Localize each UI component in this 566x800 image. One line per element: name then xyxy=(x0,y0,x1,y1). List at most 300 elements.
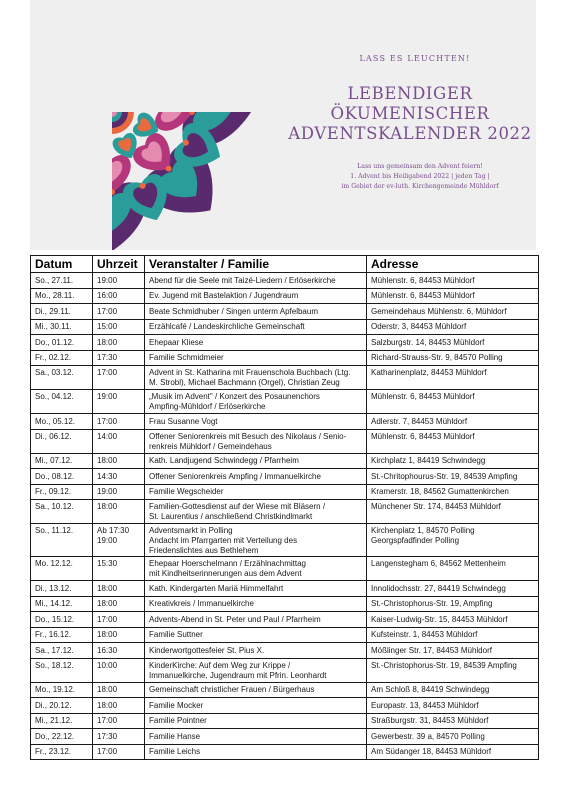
title-line: ADVENTSKALENDER 2022 xyxy=(288,124,532,143)
mandala-petal xyxy=(30,131,43,163)
cell-date xyxy=(31,658,93,682)
cell-host xyxy=(145,612,367,628)
mandala-petal xyxy=(61,11,93,43)
mandala-petal xyxy=(138,0,235,86)
cell-date xyxy=(31,500,93,524)
cell-date-text: So., 11.12. xyxy=(35,526,74,535)
cell-host-line: renkreis Mühldorf / Gemeindehaus xyxy=(149,441,272,451)
cell-date-text: Sa., 17.12. xyxy=(35,645,74,655)
table-row xyxy=(31,729,539,745)
cell-address-line: Mühlenstr. 6, 84453 Mühldorf xyxy=(371,291,475,300)
cell-host xyxy=(145,658,367,682)
cell-time-line: 19:00 xyxy=(97,536,118,545)
cell-host-line: mit Kindheitserinnerungen aus dem Advent xyxy=(149,569,302,578)
cell-date-text: Mi., 21.12. xyxy=(35,716,73,725)
mandala-petal xyxy=(30,47,53,105)
mandala-petal xyxy=(89,137,106,154)
mandala-petal xyxy=(171,47,229,105)
cell-time xyxy=(93,319,145,335)
mandala-dot xyxy=(109,189,115,195)
cell-host-line: Adventsmarkt in Polling xyxy=(149,526,233,535)
cell-address-line: Langenstegham 6, 84562 Mettenheim xyxy=(371,559,506,568)
cell-address xyxy=(367,414,539,430)
cell-address-line: Gewerbestr. 39 a, 84570 Polling xyxy=(371,731,485,741)
column-header-date: Datum xyxy=(31,256,93,273)
cell-host-line: Familie Leichs xyxy=(149,747,201,756)
table-row xyxy=(31,500,539,524)
slogan: LASS ES LEUCHTEN! xyxy=(359,54,471,63)
cell-time-line: 18:00 xyxy=(97,700,118,710)
cell-time-line: 17:00 xyxy=(97,747,118,756)
mandala-dot xyxy=(78,35,84,41)
cell-time xyxy=(93,581,145,597)
mandala-petal xyxy=(47,171,105,229)
cell-address-line: Kramerstr. 18, 84562 Gumattenkirchen xyxy=(371,487,509,496)
mandala-dot xyxy=(183,78,189,84)
cell-time xyxy=(93,304,145,320)
cell-time-line: 15:30 xyxy=(97,559,118,568)
cell-time xyxy=(93,612,145,628)
mandala-petal xyxy=(119,0,177,53)
cell-time xyxy=(93,658,145,682)
cell-date-text: Di., 29.11. xyxy=(35,306,71,316)
cell-date-text: Mi., 30.11. xyxy=(35,322,72,331)
cell-address-line: St.-Christophorus-Str. 19, 84539 Ampfing xyxy=(371,660,517,670)
cell-time-line: 16:30 xyxy=(97,645,118,655)
column-header-host: Veranstalter / Familie xyxy=(145,256,367,273)
mandala-petal xyxy=(30,156,68,209)
intro-text xyxy=(270,162,536,192)
cell-date-text: Do., 01.12. xyxy=(35,337,75,347)
cell-date xyxy=(31,643,93,659)
cell-host-line: Kinderwortgottesfeier St. Pius X. xyxy=(149,645,265,655)
mandala-petal xyxy=(131,82,163,114)
cell-time-line: 14:00 xyxy=(97,431,118,441)
cell-time xyxy=(93,366,145,390)
cell-address xyxy=(367,698,539,714)
cell-time-line: 19:00 xyxy=(97,392,118,401)
cell-address xyxy=(367,304,539,320)
mandala-petal xyxy=(31,93,69,130)
mandala-dot xyxy=(30,109,35,115)
mandala-dot xyxy=(166,166,172,172)
cell-time-line: 17:00 xyxy=(97,368,118,377)
mandala-petal xyxy=(56,139,85,168)
cell-address xyxy=(367,612,539,628)
cell-address-line: Am Südanger 18, 84453 Mühldorf xyxy=(371,747,492,756)
cell-host-line: Offener Seniorenkreis Ampfing / Immanuelkirche xyxy=(149,471,321,481)
page-title xyxy=(260,84,536,144)
cell-time-line: Ab 17:30 xyxy=(97,526,130,535)
cell-address xyxy=(367,744,539,760)
cell-date xyxy=(31,414,93,430)
cell-time-line: 18:00 xyxy=(97,685,118,694)
cell-time xyxy=(93,288,145,304)
cell-host xyxy=(145,469,367,485)
cell-time-line: 19:00 xyxy=(97,275,118,285)
cell-host xyxy=(145,319,367,335)
cell-host xyxy=(145,698,367,714)
mandala-dot xyxy=(78,183,84,189)
mandala-petal xyxy=(56,56,85,85)
cell-time xyxy=(93,350,145,366)
cell-address-line: Mühlenstr. 6, 84453 Mühldorf xyxy=(371,392,475,401)
mandala-petal xyxy=(30,0,86,86)
table-row xyxy=(31,484,539,500)
column-header-time: Uhrzeit xyxy=(93,256,145,273)
cell-date-text: Mi., 07.12. xyxy=(35,456,73,465)
cell-host-line: KinderKirche: Auf dem Weg zur Krippe / xyxy=(149,660,291,670)
cell-address-line: Salzburgstr. 14, 84453 Mühldorf xyxy=(371,337,485,347)
table-row xyxy=(31,612,539,628)
cell-host-line: Friedenslichtes aus Bethlehem xyxy=(149,546,259,555)
cell-host-line: Frau Susanne Vogt xyxy=(149,416,218,426)
cell-time xyxy=(93,557,145,581)
cell-address-line: Mühlenstr. 6, 84453 Mühldorf xyxy=(371,275,475,285)
cell-host-line: Abend für die Seele mit Taizé-Liedern / Erlöserkirche xyxy=(149,275,336,285)
cell-time-line: 17:00 xyxy=(97,614,118,624)
mandala-petal xyxy=(61,111,93,143)
cell-host-line: Familie Pointner xyxy=(149,716,207,725)
cell-host-line: „Musik im Advent" / Konzert des Posaunenchors xyxy=(149,392,320,401)
cell-address-line: Europastr. 13, 84453 Mühldorf xyxy=(371,700,479,710)
cell-time xyxy=(93,643,145,659)
cell-host-line: Ampfing-Mühldorf / Erlöserkirche xyxy=(149,402,266,411)
cell-address xyxy=(367,273,539,289)
cell-host xyxy=(145,273,367,289)
mandala-petal xyxy=(131,11,163,43)
cell-host-line: Beate Schmidhuber / Singen unterm Apfelbaum xyxy=(149,306,318,316)
cell-time xyxy=(93,335,145,351)
cell-host-line: Familien-Gottesdienst auf der Wiese mit Bläsern / xyxy=(149,502,326,511)
cell-date-text: Mo., 05.12. xyxy=(35,416,76,426)
cell-address-line: Mößlinger Str. 17, 84453 Mühldorf xyxy=(371,645,492,655)
cell-host xyxy=(145,557,367,581)
cell-address xyxy=(367,729,539,745)
cell-time-line: 18:00 xyxy=(97,502,118,511)
cell-host xyxy=(145,581,367,597)
mandala-dot xyxy=(52,52,58,58)
cell-address-line: Mühlenstr. 6, 84453 Mühldorf xyxy=(371,431,475,441)
intro-line: 1. Advent bis Heiligabend 2022 | jeden Tag | xyxy=(350,173,490,180)
cell-date-text: Do., 08.12. xyxy=(35,471,75,481)
cell-host xyxy=(145,682,367,698)
cell-address xyxy=(367,366,539,390)
mandala-petal xyxy=(42,129,95,182)
cell-date xyxy=(31,304,93,320)
cell-host xyxy=(145,390,367,414)
mandala-petal xyxy=(82,131,114,163)
cell-host xyxy=(145,713,367,729)
cell-time-line: 19:00 xyxy=(97,487,118,496)
cell-date xyxy=(31,612,93,628)
cell-host xyxy=(145,304,367,320)
cell-date-text: Fr., 02.12. xyxy=(35,353,72,362)
cell-address xyxy=(367,581,539,597)
cell-date xyxy=(31,429,93,453)
cell-time xyxy=(93,500,145,524)
cell-time xyxy=(93,524,145,557)
cell-host xyxy=(145,596,367,612)
cell-date xyxy=(31,273,93,289)
cell-host-line: Advent in St. Katharina mit Frauenschola Buchbach (Ltg. xyxy=(149,368,351,377)
cell-address xyxy=(367,596,539,612)
mandala-dot xyxy=(183,140,189,146)
cell-time-line: 17:30 xyxy=(97,731,118,741)
cell-address xyxy=(367,627,539,643)
mandala-petal xyxy=(30,138,86,235)
cell-host xyxy=(145,500,367,524)
mandala-petal xyxy=(82,61,114,93)
cell-host-line: Familie Schmidmeier xyxy=(149,353,224,362)
cell-address xyxy=(367,319,539,335)
cell-date xyxy=(31,596,93,612)
cell-host xyxy=(145,366,367,390)
cell-date xyxy=(31,453,93,469)
table-row xyxy=(31,390,539,414)
mandala-dot xyxy=(140,35,146,41)
mandala-petal xyxy=(156,15,209,68)
table-row xyxy=(31,643,539,659)
cell-host-line: St. Laurentius / anschließend Christkindlmarkt xyxy=(149,512,313,521)
table-row xyxy=(31,335,539,351)
table-row xyxy=(31,429,539,453)
cell-host-line: Familie Suttner xyxy=(149,630,203,639)
mandala-dot xyxy=(109,29,115,35)
table-row xyxy=(31,273,539,289)
table-header-row xyxy=(31,256,539,273)
mandala-petal xyxy=(70,117,87,134)
cell-address xyxy=(367,643,539,659)
cell-date-text: Sa., 03.12. xyxy=(35,368,74,377)
mandala-petal xyxy=(93,0,131,31)
cell-date xyxy=(31,698,93,714)
mandala-dot xyxy=(189,109,195,115)
cell-host-line: Familie Wegscheider xyxy=(149,487,224,496)
cell-date xyxy=(31,557,93,581)
cell-time xyxy=(93,414,145,430)
table-row xyxy=(31,713,539,729)
cell-time-line: 15:00 xyxy=(97,322,118,331)
cell-address-line: Kaiser-Ludwig-Str. 15, 84453 Mühldorf xyxy=(371,614,508,624)
cell-date xyxy=(31,350,93,366)
cell-address-line: Adlerstr. 7, 84453 Mühldorf xyxy=(371,416,468,426)
title-line: LEBENDIGER xyxy=(347,84,473,103)
cell-date-text: Di., 20.12. xyxy=(35,700,72,710)
mandala-petal xyxy=(30,15,68,68)
cell-time xyxy=(93,273,145,289)
table-row xyxy=(31,658,539,682)
cell-time xyxy=(93,429,145,453)
mandala-petal xyxy=(70,89,87,106)
cell-host xyxy=(145,627,367,643)
cell-date xyxy=(31,469,93,485)
cell-address-line: Am Schloß 8, 84419 Schwindegg xyxy=(371,685,490,694)
mandala-petal xyxy=(102,42,123,63)
cell-time-line: 18:00 xyxy=(97,456,118,465)
cell-host-line: Andacht im Pfarrgarten mit Verteilung des xyxy=(149,536,298,545)
mandala-petal xyxy=(42,42,95,95)
table-row xyxy=(31,304,539,320)
cell-date-text: Do., 15.12. xyxy=(35,614,75,624)
header-banner xyxy=(30,0,536,250)
cell-address-line: St.-Chritophourus-Str. 19, 84539 Ampfing xyxy=(371,471,518,481)
cell-host-line: Advents-Abend in St. Peter und Paul / Pfarrheim xyxy=(149,614,321,624)
cell-host xyxy=(145,524,367,557)
cell-date-text: So., 27.11. xyxy=(35,275,74,285)
table-row xyxy=(31,319,539,335)
cell-date xyxy=(31,729,93,745)
mandala-petal xyxy=(111,61,143,93)
cell-date xyxy=(31,390,93,414)
cell-address xyxy=(367,658,539,682)
cell-date xyxy=(31,744,93,760)
cell-time xyxy=(93,596,145,612)
cell-host-line: Ehepaar Hoerschelmann / Erzählnachmittag xyxy=(149,559,306,568)
table-row xyxy=(31,524,539,557)
mandala-petal xyxy=(78,0,146,42)
cell-date-text: Fr., 23.12. xyxy=(35,747,72,756)
table-row xyxy=(31,469,539,485)
table-row xyxy=(31,414,539,430)
cell-host-line: Familie Mocker xyxy=(149,700,204,710)
mandala-dot xyxy=(52,166,58,172)
cell-host-line: M. Strobl), Michael Bachmann (Orgel), Christian Zeug xyxy=(149,378,340,387)
mandala-petal xyxy=(30,119,53,177)
cell-address xyxy=(367,524,539,557)
cell-time-line: 17:30 xyxy=(97,353,118,362)
mandala-petal xyxy=(30,61,43,93)
cell-host-line: Immanuelkirche, Jugendraum mit Pfrin. Leonhardt xyxy=(149,670,327,680)
title-line: ÖKUMENISCHER xyxy=(330,104,490,123)
cell-date-text: Sa., 10.12. xyxy=(35,502,74,511)
mandala-petal xyxy=(42,102,63,123)
cell-time-line: 10:00 xyxy=(97,660,118,670)
cell-date-text: Fr., 09.12. xyxy=(35,487,72,496)
cell-time-line: 17:00 xyxy=(97,416,118,426)
cell-time-line: 17:00 xyxy=(97,716,118,725)
cell-time xyxy=(93,453,145,469)
table-row xyxy=(31,288,539,304)
mandala-petal xyxy=(93,31,130,69)
cell-address-line: Münchener Str. 174, 84453 Mühldorf xyxy=(371,502,501,511)
cell-date xyxy=(31,335,93,351)
table-row xyxy=(31,581,539,597)
mandala-ornament xyxy=(30,0,260,250)
cell-address-line: Katharinenplatz, 84453 Mühldorf xyxy=(371,368,487,377)
mandala-petal xyxy=(47,0,105,53)
cell-address-line: St.-Christophorus-Str. 19, Ampfing xyxy=(371,599,493,608)
cell-host-line: Offener Seniorenkreis mit Besuch des Nikolaus / Senio- xyxy=(149,431,347,441)
cell-address xyxy=(367,713,539,729)
mandala-petal xyxy=(30,78,42,146)
cell-date xyxy=(31,682,93,698)
mandala-petal xyxy=(137,89,154,106)
cell-date-text: So., 04.12. xyxy=(35,392,74,401)
cell-time-line: 18:00 xyxy=(97,337,118,347)
cell-host xyxy=(145,350,367,366)
cell-host xyxy=(145,744,367,760)
cell-date xyxy=(31,288,93,304)
cell-date-text: Mi., 14.12. xyxy=(35,599,73,608)
table-row xyxy=(31,596,539,612)
cell-date xyxy=(31,627,93,643)
cell-address xyxy=(367,390,539,414)
table-row xyxy=(31,698,539,714)
mandala-dot xyxy=(35,78,41,84)
cell-address xyxy=(367,500,539,524)
cell-time xyxy=(93,713,145,729)
table-row xyxy=(31,627,539,643)
mandala-petal xyxy=(129,42,182,95)
column-header-address: Adresse xyxy=(367,256,539,273)
cell-address xyxy=(367,682,539,698)
cell-time-line: 18:00 xyxy=(97,599,118,608)
mandala-petal xyxy=(181,61,213,93)
cell-host xyxy=(145,429,367,453)
mandala-petal xyxy=(61,181,93,213)
cell-date-text: Di., 13.12. xyxy=(35,583,72,593)
cell-date-text: Do., 22.12. xyxy=(35,731,75,741)
table-row xyxy=(31,682,539,698)
cell-host-line: Kreativkreis / Immanuelkirche xyxy=(149,599,254,608)
table-row xyxy=(31,366,539,390)
cell-host xyxy=(145,414,367,430)
cell-date-text: Mo. 12.12. xyxy=(35,559,73,568)
cell-time xyxy=(93,469,145,485)
cell-time xyxy=(93,390,145,414)
cell-address xyxy=(367,429,539,453)
cell-host-line: Kath. Kindergarten Mariä Himmelfahrt xyxy=(149,583,284,593)
cell-address xyxy=(367,484,539,500)
cell-host xyxy=(145,643,367,659)
mandala-petal xyxy=(89,70,106,87)
cell-date xyxy=(31,524,93,557)
cell-time-line: 16:00 xyxy=(97,291,118,300)
cell-host-line: Gemeinschaft christlicher Frauen / Bürgerhaus xyxy=(149,685,315,694)
cell-host xyxy=(145,335,367,351)
cell-time xyxy=(93,698,145,714)
cell-host-line: Ev. Jugend mit Bastelaktion / Jugendraum xyxy=(149,291,299,300)
cell-host xyxy=(145,729,367,745)
cell-time-line: 18:00 xyxy=(97,630,118,639)
cell-address-line: Gemeindehaus Mühlenstr. 6, Mühldorf xyxy=(371,306,507,316)
table-row xyxy=(31,453,539,469)
table-row xyxy=(31,350,539,366)
cell-address xyxy=(367,557,539,581)
cell-address-line: Kufsteinstr. 1, 84453 Mühldorf xyxy=(371,630,478,639)
mandala-petal xyxy=(30,93,31,131)
advent-calendar-table xyxy=(30,255,539,760)
intro-line: im Gebiet der ev-luth. Kirchengemeinde Mühldorf xyxy=(341,183,499,190)
cell-address-line: Oderstr. 3, 84453 Mühldorf xyxy=(371,322,467,331)
cell-date xyxy=(31,366,93,390)
cell-host xyxy=(145,484,367,500)
cell-address xyxy=(367,335,539,351)
mandala-dot xyxy=(166,52,172,58)
cell-time xyxy=(93,627,145,643)
cell-address xyxy=(367,288,539,304)
cell-address-line: Straßburgstr. 31, 84453 Mühldorf xyxy=(371,716,489,725)
intro-line: Lass uns gemeinsam den Advent feiern! xyxy=(357,163,483,170)
cell-time xyxy=(93,744,145,760)
cell-address-line: Kirchplatz 1, 84419 Schwindegg xyxy=(371,456,486,465)
cell-date-text: So., 18.12. xyxy=(35,660,74,670)
cell-date xyxy=(31,319,93,335)
cell-date xyxy=(31,713,93,729)
cell-address xyxy=(367,469,539,485)
cell-address xyxy=(367,453,539,469)
